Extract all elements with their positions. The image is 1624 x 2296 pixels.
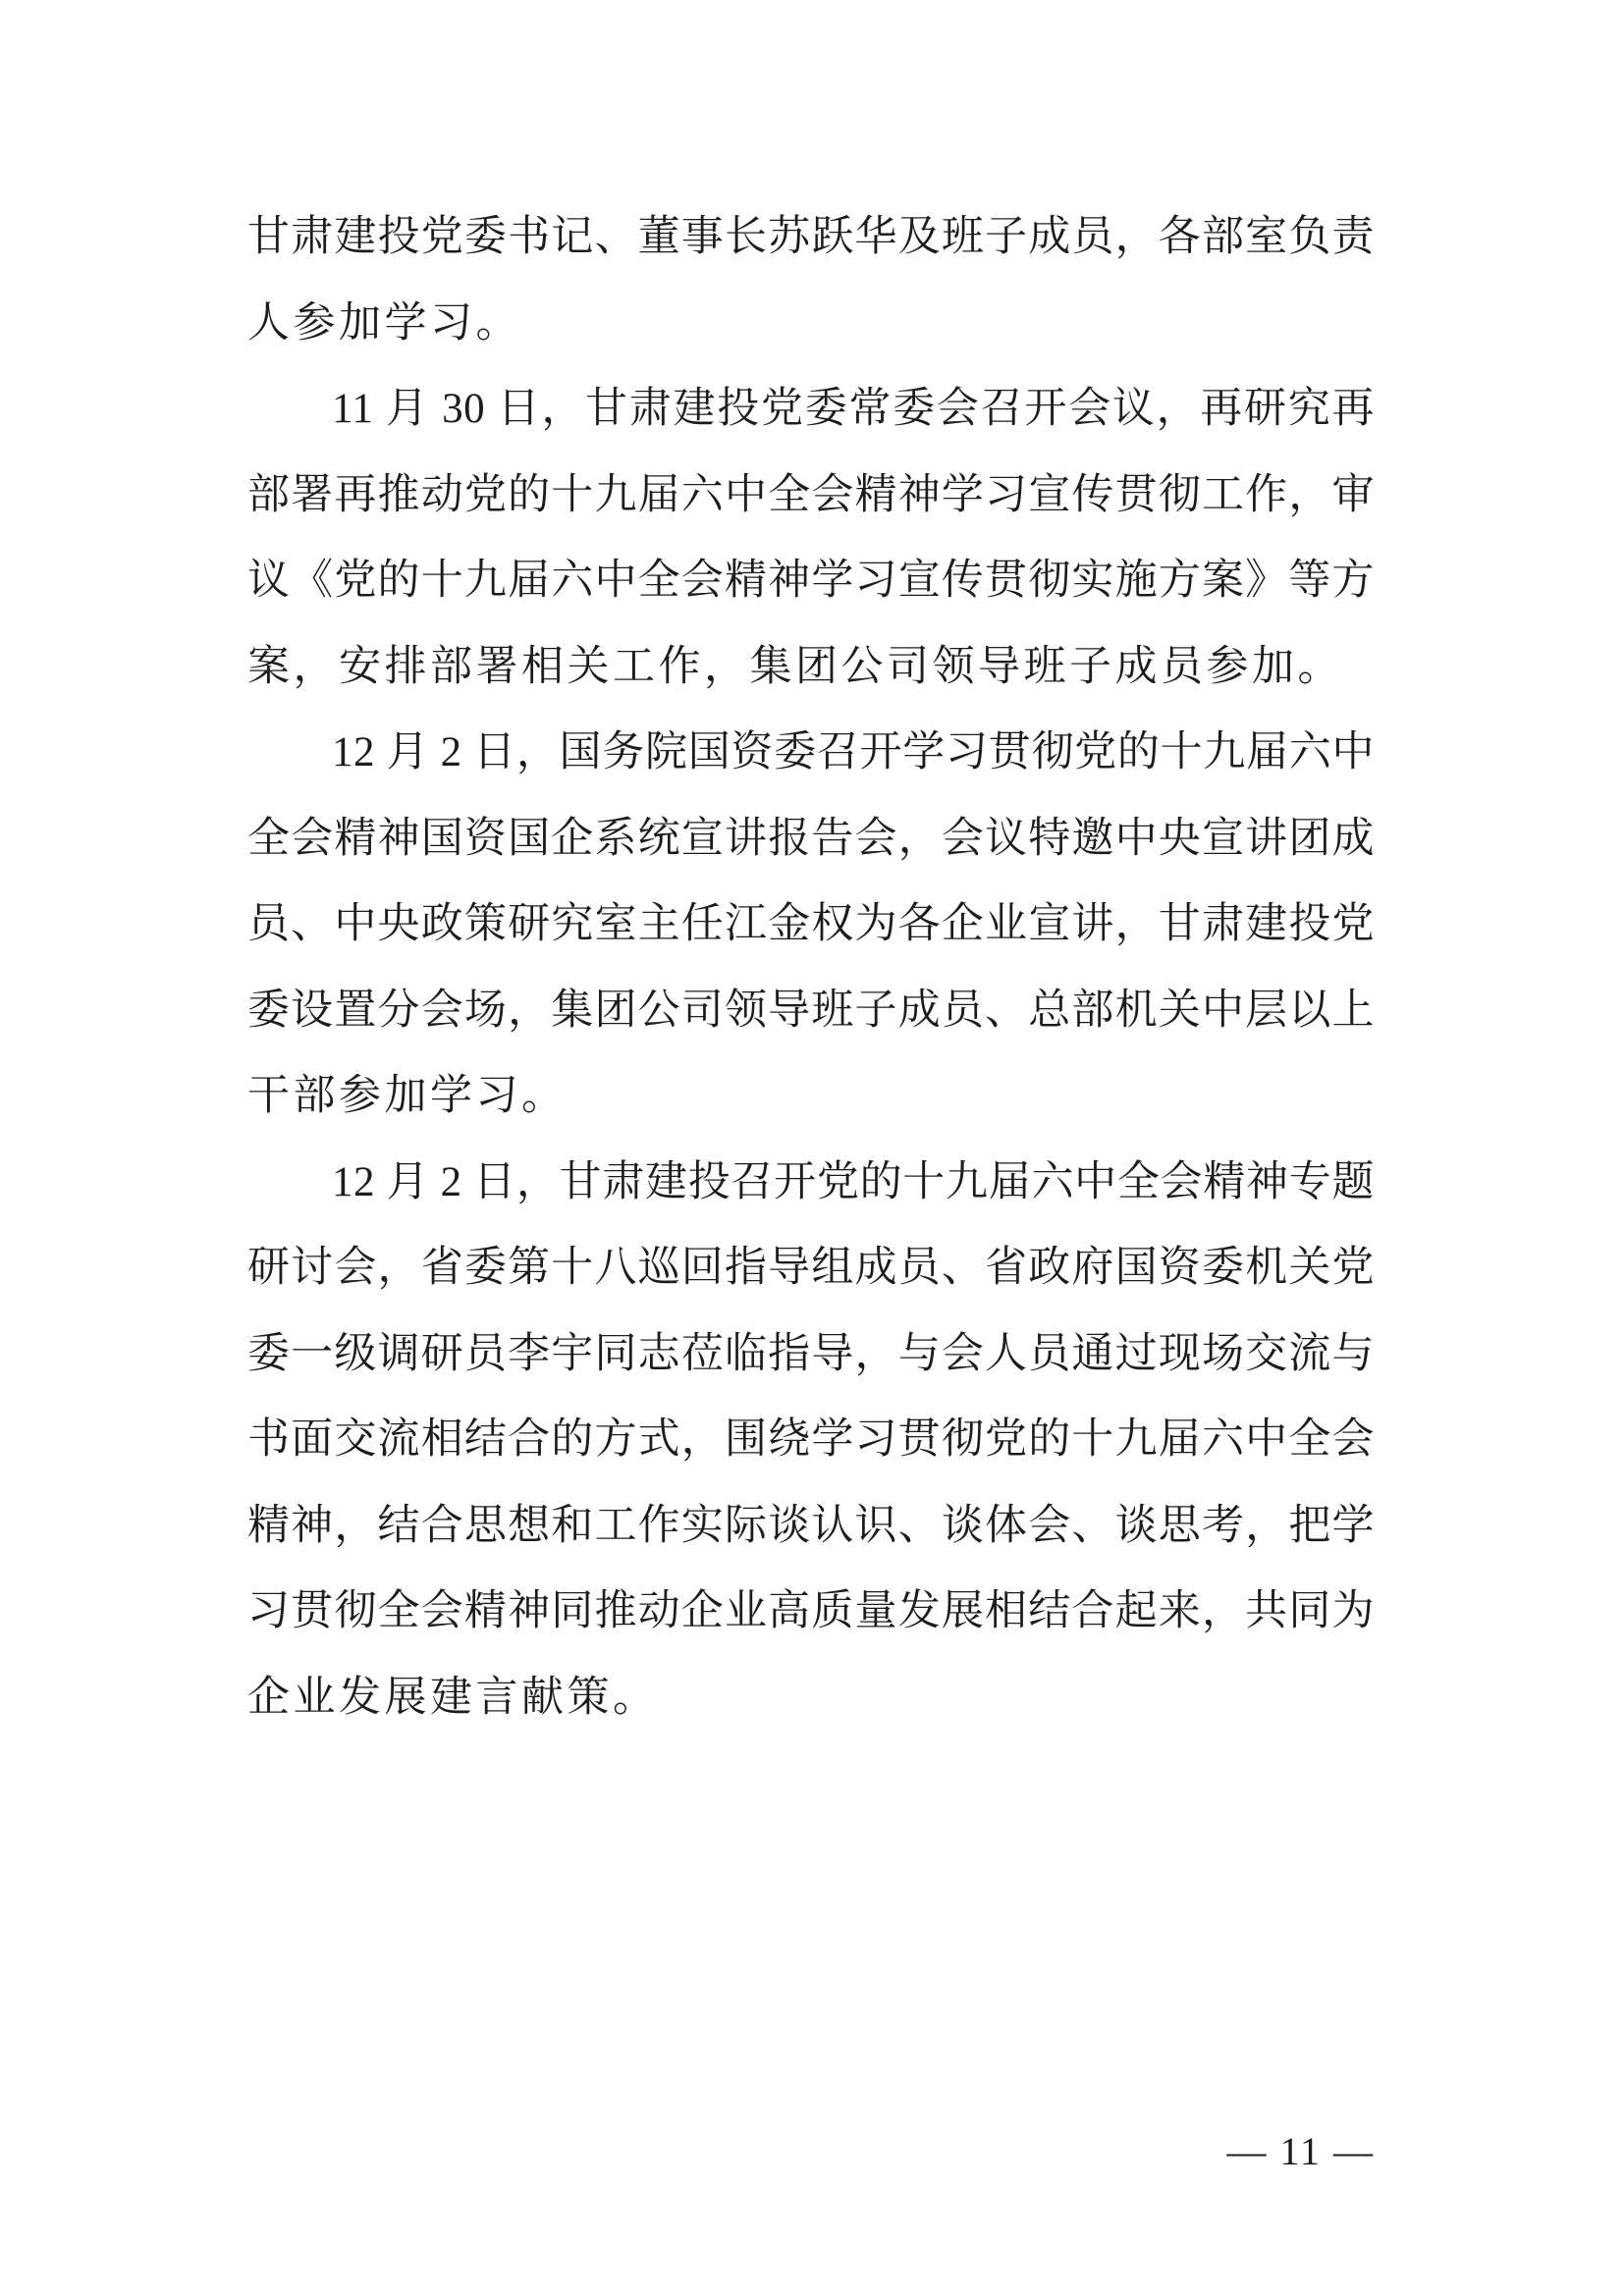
text-line: 12 月 2 日，甘肃建投召开党的十九届六中全会精神专题 [332, 1158, 1375, 1205]
text-line: 企业发展建言献策。 [247, 1674, 659, 1721]
text-line: 委设置分会场，集团公司领导班子成员、总部机关中层以上 [247, 987, 1375, 1034]
text-line: 人参加学习。 [247, 299, 521, 347]
text-line: 案，安排部署相关工作，集团公司领导班子成员参加。 [247, 643, 1343, 690]
text-line: 12 月 2 日，国务院国资委召开学习贯彻党的十九届六中 [332, 729, 1375, 775]
text-line: 部署再推动党的十九届六中全会精神学习宣传贯彻工作，审 [247, 471, 1375, 518]
paragraph [247, 366, 1375, 710]
text-line: 干部参加学习。 [247, 1073, 568, 1119]
text-line: 甘肃建投党委书记、董事长苏跃华及班子成员，各部室负责 [247, 214, 1375, 260]
text-line: 习贯彻全会精神同推动企业高质量发展相结合起来，共同为 [247, 1588, 1375, 1634]
page-number: — 11 — [1226, 2129, 1375, 2173]
text-line: 研讨会，省委第十八巡回指导组成员、省政府国资委机关党 [247, 1245, 1375, 1291]
paragraph [247, 710, 1375, 1140]
text-line: 员、中央政策研究室主任江金权为各企业宣讲，甘肃建投党 [247, 901, 1375, 947]
text-line: 书面交流相结合的方式，围绕学习贯彻党的十九届六中全会 [247, 1416, 1375, 1463]
paragraph [247, 194, 1375, 366]
document-body [247, 194, 1375, 1740]
paragraph [247, 1140, 1375, 1741]
text-line: 议《党的十九届六中全会精神学习宣传贯彻实施方案》等方 [247, 558, 1375, 604]
text-line: 精神，结合思想和工作实际谈认识、谈体会、谈思考，把学 [247, 1502, 1375, 1549]
text-line: 11 月 30 日，甘肃建投党委常委会召开会议，再研究再 [332, 386, 1375, 432]
text-line: 委一级调研员李宇同志莅临指导，与会人员通过现场交流与 [247, 1330, 1375, 1377]
text-line: 全会精神国资国企系统宣讲报告会，会议特邀中央宣讲团成 [247, 815, 1375, 862]
